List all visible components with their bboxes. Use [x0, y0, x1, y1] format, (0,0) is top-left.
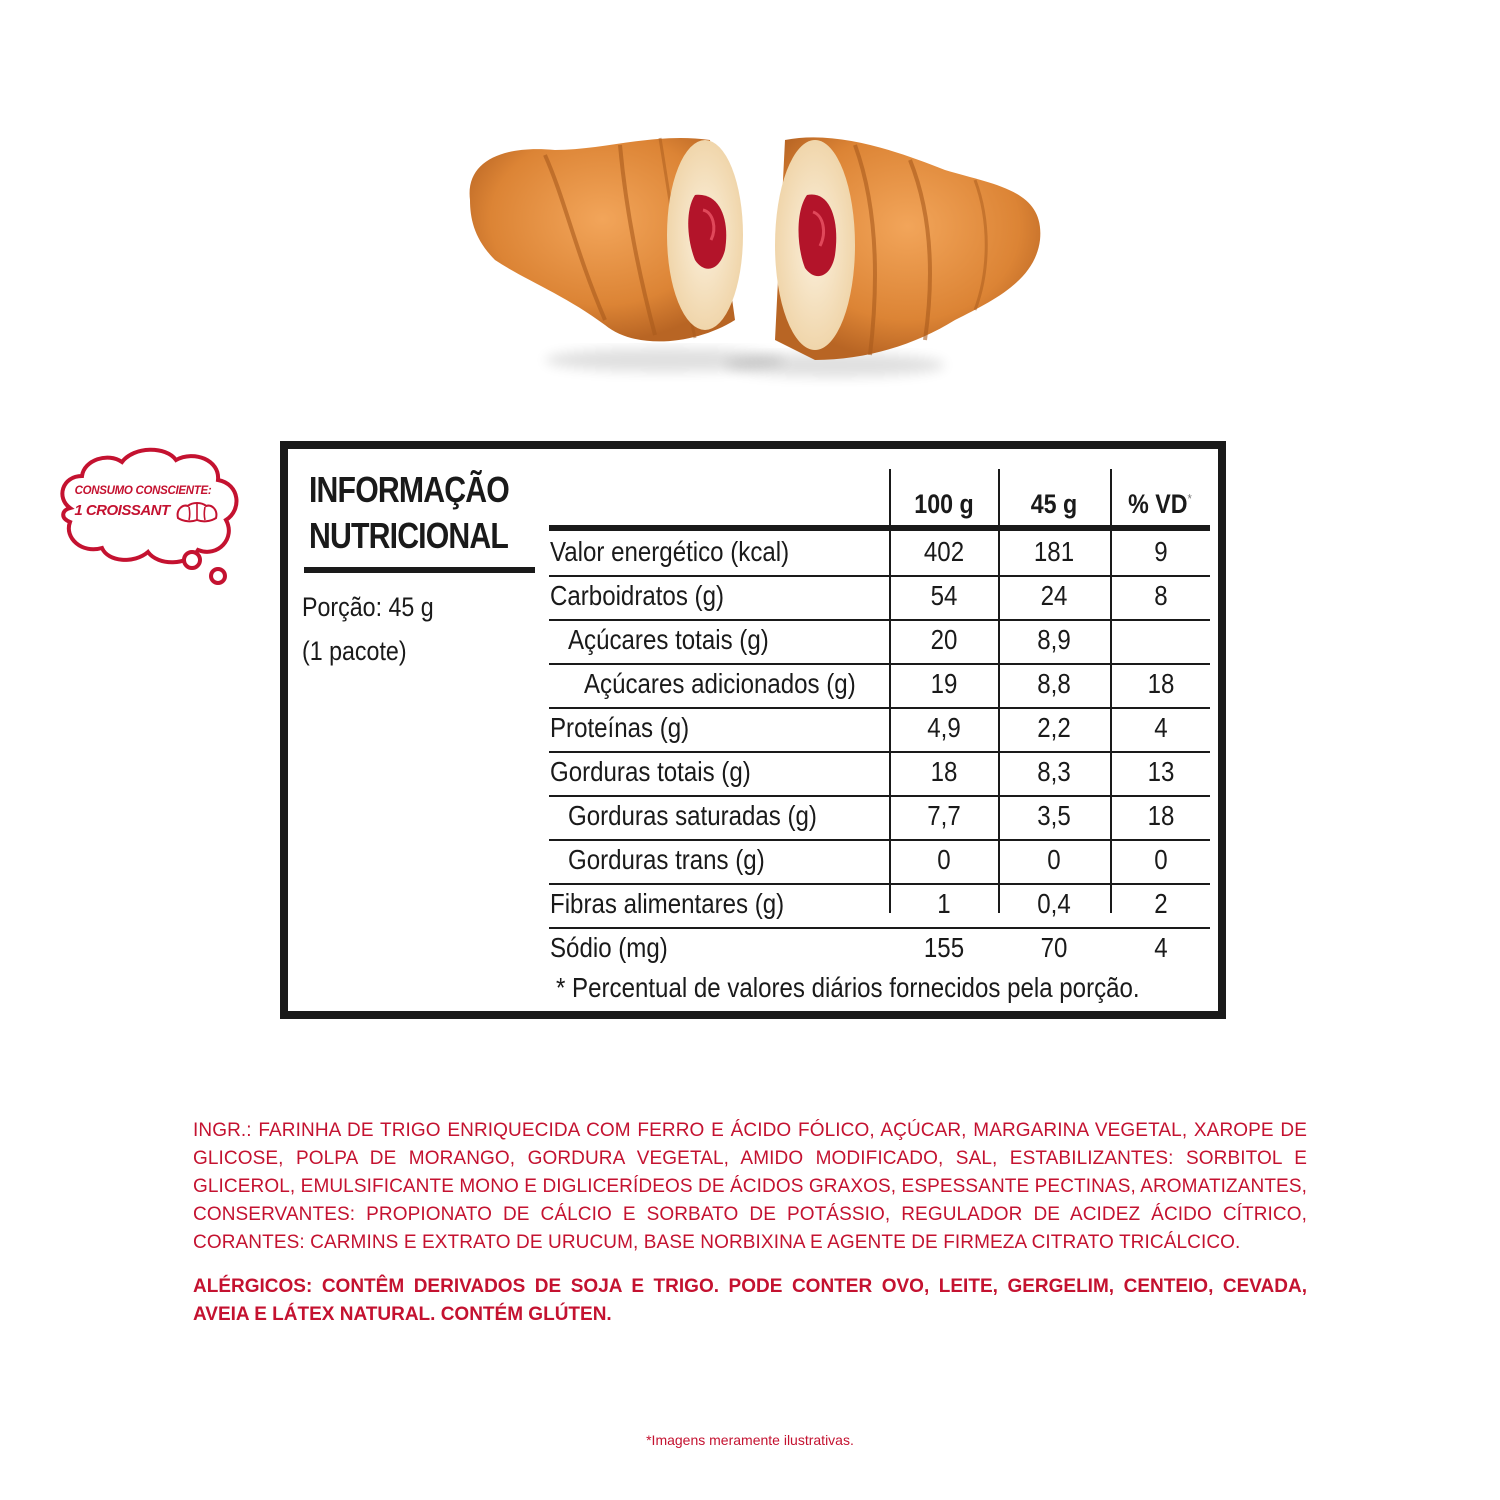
- image-disclaimer: *Imagens meramente ilustrativas.: [646, 1432, 854, 1448]
- header-100g: 100 g: [914, 489, 974, 519]
- header-rule: [549, 525, 1210, 531]
- col-rule: [998, 469, 1000, 913]
- row-label: Valor energético (kcal): [550, 536, 790, 567]
- row-label: Fibras alimentares (g): [550, 888, 785, 919]
- row-label: Gorduras totais (g): [550, 756, 751, 787]
- col-rule: [1110, 469, 1112, 913]
- header-vd-mark: *: [1187, 491, 1192, 506]
- row-value-vd: 9: [1154, 536, 1168, 567]
- header-vd: [1117, 489, 1203, 520]
- row-value-v45: 181: [1033, 536, 1075, 567]
- row-value-vd: 18: [1147, 668, 1175, 699]
- row-value-vd: 4: [1154, 932, 1168, 963]
- row-value-vd: 4: [1154, 712, 1168, 743]
- row-label: Gorduras trans (g): [568, 844, 765, 875]
- croissant-left-half: [470, 138, 743, 341]
- row-rule: [549, 751, 1210, 753]
- row-rule: [549, 619, 1210, 621]
- row-label: Sódio (mg): [550, 932, 668, 963]
- header-45g: 45 g: [1030, 489, 1078, 519]
- nutrition-facts-table: [280, 441, 1226, 1019]
- row-value-v100: 0: [937, 844, 951, 875]
- row-value-v100: 155: [923, 932, 965, 963]
- row-value-v100: 20: [930, 624, 958, 655]
- row-value-v100: 19: [930, 668, 958, 699]
- header-vd-label: % VD: [1128, 489, 1188, 519]
- row-value-v100: 4,9: [927, 712, 961, 743]
- row-label: Açúcares totais (g): [568, 624, 769, 655]
- row-value-v100: 18: [930, 756, 958, 787]
- row-value-v100: 402: [923, 536, 965, 567]
- row-value-vd: 18: [1147, 800, 1175, 831]
- title-line1: INFORMAÇÃO: [309, 469, 509, 510]
- ingredients-text: INGR.: FARINHA DE TRIGO ENRIQUECIDA COM FERRO E ÁCIDO FÓLICO, AÇÚCAR, MARGARINA VEGETAL, XAROPE DE GLICOSE, POLPA DE MORANGO, GORDURA VEGETAL, AMIDO MODIFICADO, SAL, ESTABILIZANTES: SORBITOL E GLICEROL, EMULSIFICANTE MONO E DIGLICERÍDEOS DE ÁCIDOS GRAXOS, ESPESSANTE PECTINAS, AROMATIZANTES, CONSERVANTES: PROPIONATO DE CÁLCIO E SORBATO DE POTÁSSIO, REGULADOR DE ACIDEZ ÁCIDO CÍTRICO, CORANTES: CARMINS E EXTRATO DE URUCUM, BASE NORBIXINA E AGENTE DE FIRMEZA CITRATO TRICÁLCICO.: [193, 1120, 1307, 1253]
- row-label: Carboidratos (g): [550, 580, 724, 611]
- croissant-icon: [174, 500, 220, 526]
- row-rule: [549, 575, 1210, 577]
- croissant-image: [455, 120, 1055, 390]
- portion-line1: Porção: 45 g: [302, 592, 434, 622]
- row-rule: [549, 883, 1210, 885]
- row-value-v45: 3,5: [1037, 800, 1071, 831]
- row-value-v45: 0,4: [1037, 888, 1071, 919]
- row-value-vd: 2: [1154, 888, 1168, 919]
- portion-line2: (1 pacote): [302, 636, 407, 666]
- row-value-v45: 8,3: [1037, 756, 1071, 787]
- row-rule: [549, 795, 1210, 797]
- row-value-v45: 24: [1040, 580, 1068, 611]
- bubble-line1: CONSUMO CONSCIENTE:: [74, 485, 212, 497]
- nutrition-footnote: * Percentual de valores diários fornecidos pela porção.: [556, 972, 1140, 1003]
- row-value-v45: 2,2: [1037, 712, 1071, 743]
- row-value-vd: 0: [1154, 844, 1168, 875]
- row-value-v45: 8,9: [1037, 624, 1071, 655]
- row-value-v100: 7,7: [927, 800, 961, 831]
- row-value-v45: 8,8: [1037, 668, 1071, 699]
- row-rule: [549, 839, 1210, 841]
- title-line2: NUTRICIONAL: [309, 515, 509, 556]
- row-value-v100: 1: [937, 888, 951, 919]
- row-value-v45: 0: [1047, 844, 1061, 875]
- nutrition-grid: [288, 449, 1218, 1011]
- row-rule: [549, 927, 1210, 929]
- row-value-vd: 8: [1154, 580, 1168, 611]
- row-label: Proteínas (g): [550, 712, 690, 743]
- row-label: Açúcares adicionados (g): [584, 668, 856, 699]
- row-label: Gorduras saturadas (g): [568, 800, 817, 831]
- bubble-line2: 1 CROISSANT: [74, 502, 170, 519]
- row-value-v100: 54: [930, 580, 958, 611]
- consumo-consciente-badge: [48, 438, 248, 598]
- row-rule: [549, 663, 1210, 665]
- row-value-v45: 70: [1040, 932, 1068, 963]
- croissant-right-half: [775, 137, 1040, 360]
- row-rule: [549, 707, 1210, 709]
- row-value-vd: 13: [1147, 756, 1175, 787]
- col-rule: [889, 469, 891, 913]
- allergens-text: ALÉRGICOS: CONTÊM DERIVADOS DE SOJA E TRIGO. PODE CONTER OVO, LEITE, GERGELIM, CENTEIO, CEVADA, AVEIA E LÁTEX NATURAL. CONTÉM GLÚTEN.: [193, 1276, 1307, 1325]
